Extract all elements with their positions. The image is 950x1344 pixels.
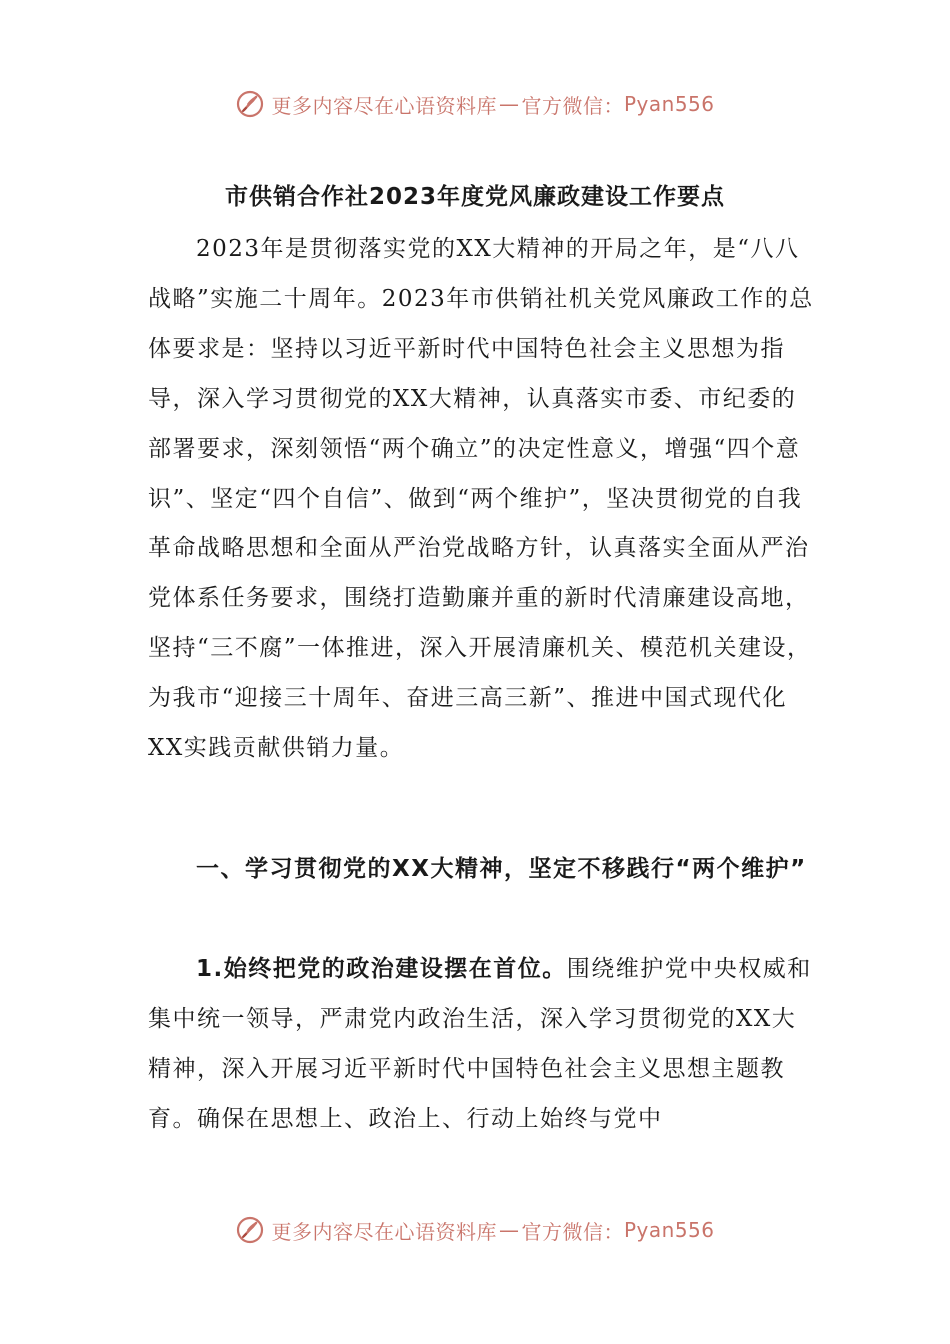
watermark-text: 更多内容尽在心语资料库: [271, 1219, 497, 1244]
quill-logo-icon: [235, 1215, 265, 1245]
section-heading-1: 一、学习贯彻党的XX大精神，坚定不移践行“两个维护”: [196, 856, 807, 882]
watermark-official: 官方微信：: [521, 93, 624, 118]
watermark-official: 官方微信：: [521, 1219, 624, 1244]
watermark-header: [0, 84, 950, 124]
item-1-paragraph: [148, 945, 818, 1145]
watermark-wechat: Pyan556: [623, 1218, 715, 1242]
intro-paragraph: 2023年是贯彻落实党的XX大精神的开局之年，是“八八战略”实施二十周年。2023年市供销社机关党风廉政工作的总体要求是：坚持以习近平新时代中国特色社会主义思想为指导，深入学习贯彻党的XX大精神，认真落实市委、市纪委的部署要求，深刻领悟“两个确立”的决定性意义，增强“四个意识”、坚定“四个自信”、做到“两个维护”，坚决贯彻党的自我革命战略思想和全面从严治党战略方针，认真落实全面从严治党体系任务要求，围绕打造勤廉并重的新时代清廉建设高地，坚持“三不腐”一体推进，深入开展清廉机关、模范机关建设，为我市“迎接三十周年、奋进三高三新”、推进中国式现代化XX实践贡献供销力量。: [148, 236, 814, 762]
watermark-wechat: Pyan556: [623, 92, 715, 116]
watermark-dash: —: [498, 92, 520, 116]
item-1-lead: 1.始终把党的政治建设摆在首位。: [196, 956, 567, 982]
document-title: 市供销合作社2023年度党风廉政建设工作要点: [224, 184, 725, 210]
quill-logo-icon: [235, 89, 265, 119]
watermark-footer: [0, 1210, 950, 1250]
item-1-text: 围绕维护党中央权威和集中统一领导，严肃党内政治生活，深入学习贯彻党的XX大精神，深入开展习近平新时代中国特色社会主义思想主题教育。确保在思想上、政治上、行动上始终与党中: [148, 956, 812, 1132]
watermark-text: 更多内容尽在心语资料库: [271, 93, 497, 118]
watermark-dash: —: [498, 1218, 520, 1242]
